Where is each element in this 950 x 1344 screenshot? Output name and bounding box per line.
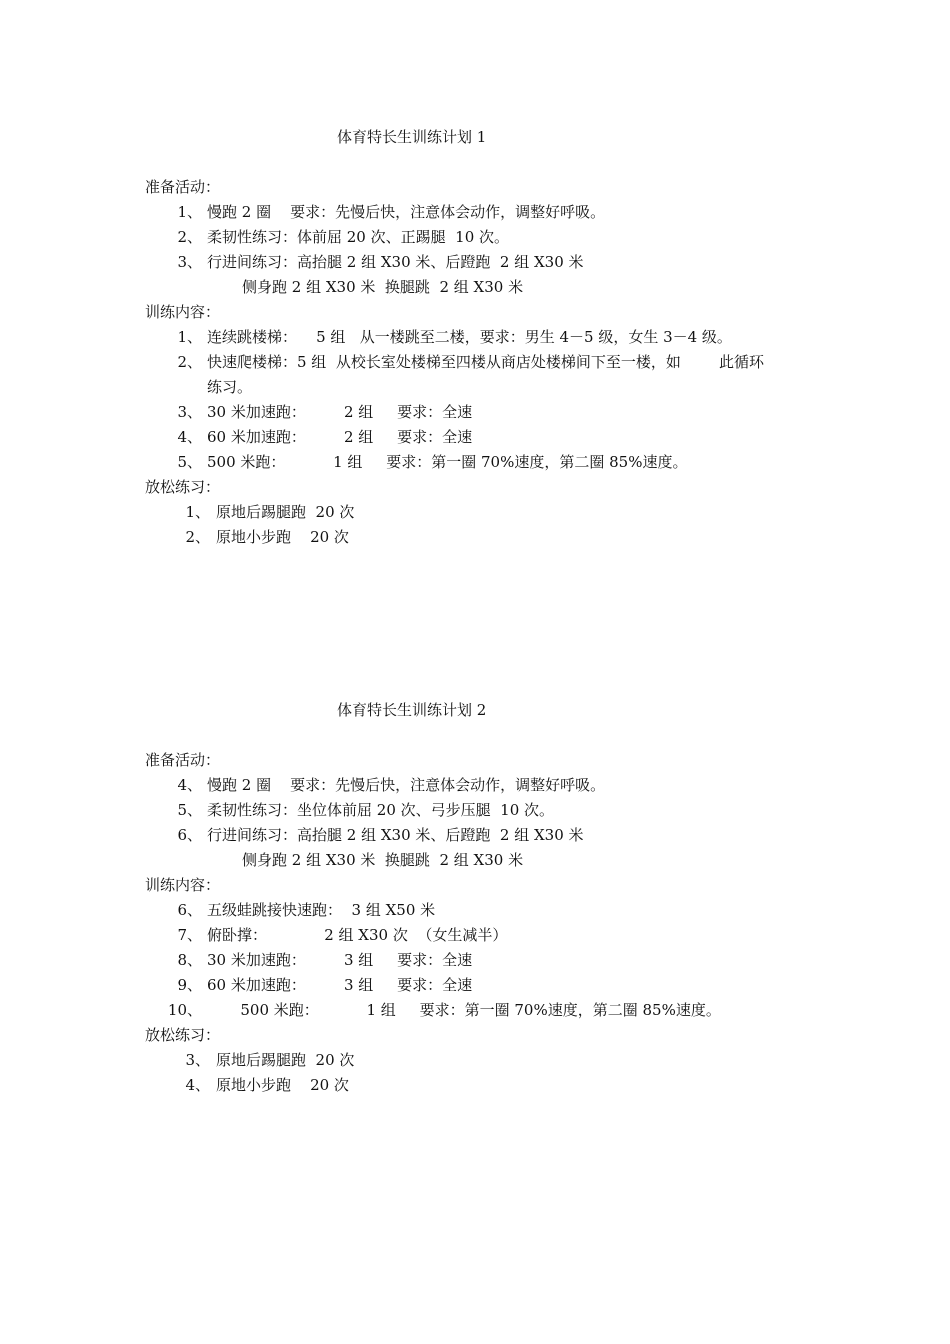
list-item: 原地后踢腿跑 20 次 xyxy=(216,503,355,521)
list-number: 6、 xyxy=(177,826,202,844)
list-number: 9、 xyxy=(177,976,202,994)
list-item: 五级蛙跳接快速跑： 3 组 X50 米 xyxy=(207,901,436,919)
list-number: 2、 xyxy=(185,528,210,546)
list-item: 柔韧性练习：坐位体前屈 20 次、弓步压腿 10 次。 xyxy=(207,801,555,819)
list-item-continuation: 侧身跑 2 组 X30 米 换腿跳 2 组 X30 米 xyxy=(242,851,524,869)
list-item: 500 米跑： 1 组 要求：第一圈 70%速度，第二圈 85%速度。 xyxy=(207,1001,721,1019)
list-number: 6、 xyxy=(177,901,202,919)
section-heading-warmup: 准备活动： xyxy=(145,751,221,769)
list-item: 原地小步跑 20 次 xyxy=(216,528,349,546)
list-number: 10、 xyxy=(167,1001,202,1019)
section-heading-training: 训练内容： xyxy=(145,303,221,321)
list-item-continuation: 练习。 xyxy=(207,378,253,396)
list-item: 30 米加速跑： 3 组 要求：全速 xyxy=(207,951,473,969)
list-item: 行进间练习：高抬腿 2 组 X30 米、后蹬跑 2 组 X30 米 xyxy=(207,826,584,844)
list-number: 3、 xyxy=(177,403,202,421)
list-number: 2、 xyxy=(177,353,202,371)
list-number: 4、 xyxy=(177,428,202,446)
plan-title: 体育特长生训练计划 2 xyxy=(337,701,487,719)
list-number: 3、 xyxy=(177,253,202,271)
list-item: 连续跳楼梯： 5 组 从一楼跳至二楼，要求：男生 4－5 级，女生 3－4 级。 xyxy=(207,328,732,346)
list-item: 柔韧性练习：体前屈 20 次、正踢腿 10 次。 xyxy=(207,228,510,246)
plan-title: 体育特长生训练计划 1 xyxy=(337,128,487,146)
list-item: 快速爬楼梯：5 组 从校长室处楼梯至四楼从商店处楼梯间下至一楼，如 此循环 xyxy=(207,353,764,371)
list-number: 7、 xyxy=(177,926,202,944)
list-item: 60 米加速跑： 2 组 要求：全速 xyxy=(207,428,473,446)
list-item: 原地后踢腿跑 20 次 xyxy=(216,1051,355,1069)
list-number: 2、 xyxy=(177,228,202,246)
list-item: 60 米加速跑： 3 组 要求：全速 xyxy=(207,976,473,994)
section-heading-warmup: 准备活动： xyxy=(145,178,221,196)
list-number: 4、 xyxy=(177,776,202,794)
list-number: 1、 xyxy=(177,203,202,221)
list-item-continuation: 侧身跑 2 组 X30 米 换腿跳 2 组 X30 米 xyxy=(242,278,524,296)
list-item: 30 米加速跑： 2 组 要求：全速 xyxy=(207,403,473,421)
section-heading-relax: 放松练习： xyxy=(145,1026,221,1044)
section-heading-training: 训练内容： xyxy=(145,876,221,894)
section-heading-relax: 放松练习： xyxy=(145,478,221,496)
list-number: 1、 xyxy=(185,503,210,521)
list-number: 8、 xyxy=(177,951,202,969)
list-number: 5、 xyxy=(177,453,202,471)
list-item: 慢跑 2 圈 要求：先慢后快，注意体会动作，调整好呼吸。 xyxy=(207,776,606,794)
list-number: 3、 xyxy=(185,1051,210,1069)
list-number: 4、 xyxy=(185,1076,210,1094)
list-item: 行进间练习：高抬腿 2 组 X30 米、后蹬跑 2 组 X30 米 xyxy=(207,253,584,271)
list-item: 俯卧撑： 2 组 X30 次 （女生减半） xyxy=(207,926,508,944)
list-number: 1、 xyxy=(177,328,202,346)
list-item: 慢跑 2 圈 要求：先慢后快，注意体会动作，调整好呼吸。 xyxy=(207,203,606,221)
list-item: 500 米跑： 1 组 要求：第一圈 70%速度，第二圈 85%速度。 xyxy=(207,453,688,471)
list-item: 原地小步跑 20 次 xyxy=(216,1076,349,1094)
list-number: 5、 xyxy=(177,801,202,819)
